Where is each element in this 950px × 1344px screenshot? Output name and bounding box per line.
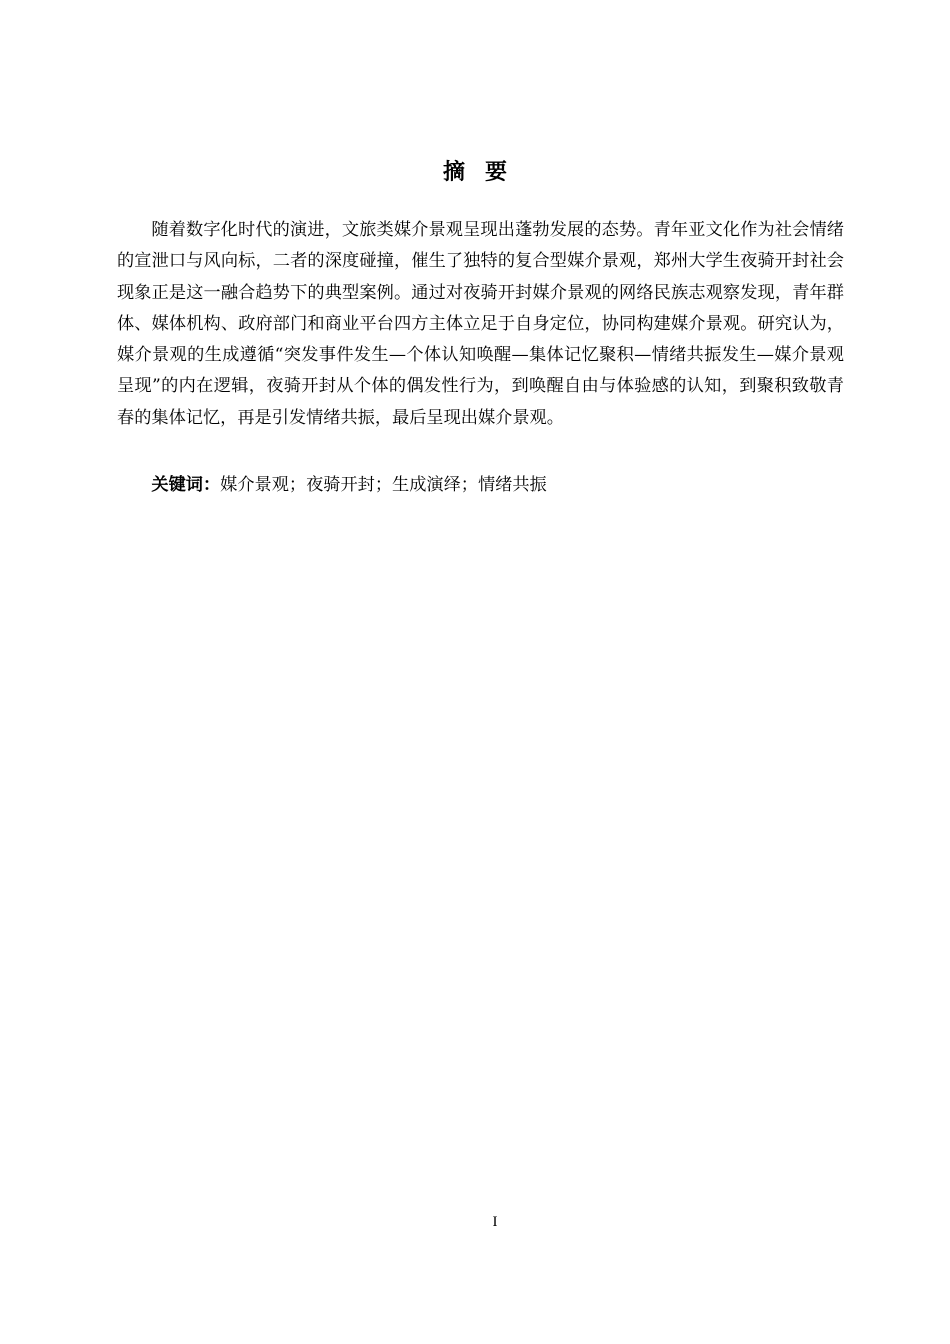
abstract-title: 摘要 (442, 160, 527, 185)
keywords-text: 媒介景观；夜骑开封；生成演绎；情绪共振 (220, 475, 547, 495)
keywords-line (117, 470, 844, 501)
page-number: I (492, 1214, 498, 1230)
abstract-body: 随着数字化时代的演进，文旅类媒介景观呈现出蓬勃发展的态势。青年亚文化作为社会情绪的宣泄口与风向标，二者的深度碰撞，催生了独特的复合型媒介景观，郑州大学生夜骑开封社会现象正是这一融合趋势下的典型案例。通过对夜骑开封媒介景观的网络民族志观察发现，青年群体、媒体机构、政府部门和商业平台四方主体立足于自身定位，协同构建媒介景观。研究认为，媒介景观的生成遵循“突发事件发生—个体认知唤醒—集体记忆聚积—情绪共振发生—媒介景观呈现”的内在逻辑，夜骑开封从个体的偶发性行为，到唤醒自由与体验感的认知，到聚积致敬青春的集体记忆，再是引发情绪共振，最后呈现出媒介景观。 (117, 220, 844, 428)
keywords-label: 关键词： (151, 475, 221, 495)
